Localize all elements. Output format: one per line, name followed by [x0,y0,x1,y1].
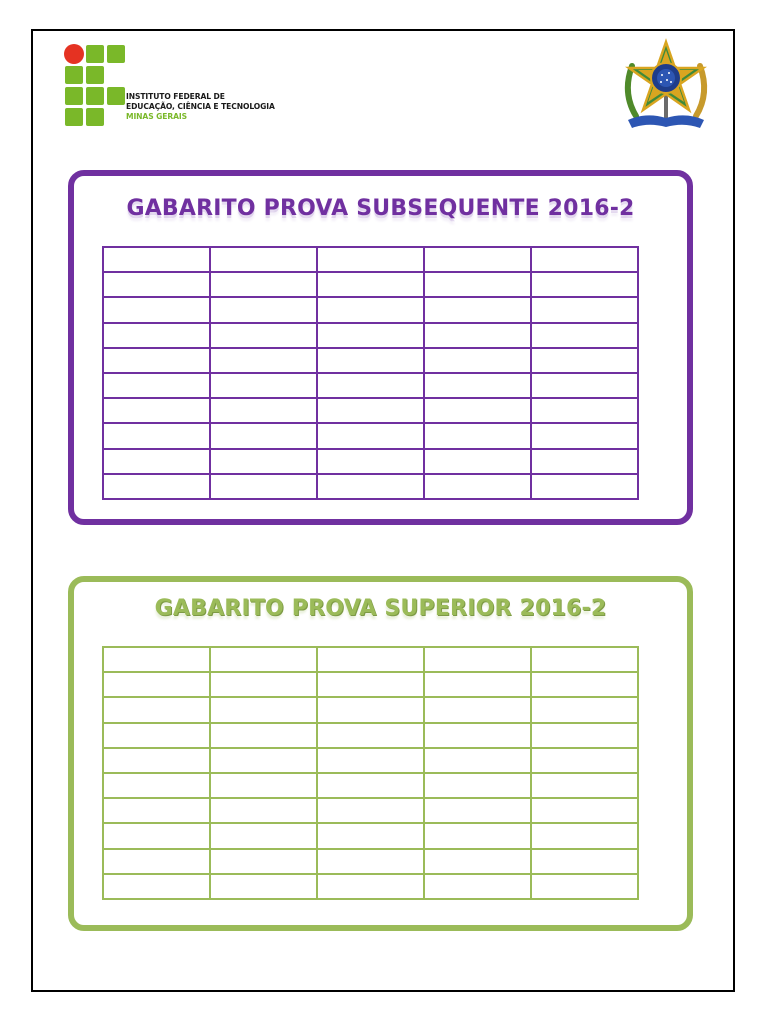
grid-cell [210,798,317,823]
grid-cell [210,272,317,297]
grid-cell [317,323,424,348]
superior-answer-grid [102,646,639,900]
grid-cell [531,697,638,722]
grid-cell [210,773,317,798]
subsequente-title: GABARITO PROVA SUBSEQUENTE 2016-2 [126,196,635,221]
institute-line-2: EDUCAÇÃO, CIÊNCIA E TECNOLOGIA [126,102,275,111]
institute-line-1: INSTITUTO FEDERAL DE [126,92,225,101]
grid-cell [210,474,317,499]
grid-cell [103,798,210,823]
grid-cell [317,798,424,823]
table-row [103,849,638,874]
grid-cell [210,874,317,899]
grid-cell [424,247,531,272]
grid-cell [210,423,317,448]
grid-cell [424,798,531,823]
if-logo [64,44,284,128]
grid-cell [317,723,424,748]
grid-cell [103,247,210,272]
grid-cell [103,449,210,474]
grid-cell [210,723,317,748]
grid-cell [103,323,210,348]
superior-title: GABARITO PROVA SUPERIOR 2016-2 [154,596,607,621]
grid-cell [424,272,531,297]
grid-cell [210,672,317,697]
table-row [103,748,638,773]
grid-cell [103,398,210,423]
grid-cell [424,748,531,773]
grid-cell [103,697,210,722]
table-row [103,272,638,297]
grid-cell [531,823,638,848]
grid-cell [531,398,638,423]
grid-cell [531,798,638,823]
table-row [103,697,638,722]
grid-cell [317,423,424,448]
grid-cell [210,823,317,848]
grid-cell [531,272,638,297]
grid-cell [317,373,424,398]
table-row [103,672,638,697]
grid-cell [210,849,317,874]
grid-cell [531,373,638,398]
grid-cell [424,723,531,748]
subsequente-answer-grid [102,246,639,500]
grid-cell [210,297,317,322]
table-row [103,297,638,322]
grid-cell [424,874,531,899]
institute-line-3: MINAS GERAIS [126,112,187,121]
grid-cell [424,373,531,398]
subsequente-answer-key-panel [68,170,693,525]
grid-cell [103,423,210,448]
table-row [103,449,638,474]
table-row [103,874,638,899]
grid-cell [531,773,638,798]
grid-cell [317,773,424,798]
grid-cell [424,323,531,348]
grid-cell [103,348,210,373]
grid-cell [317,398,424,423]
grid-cell [210,647,317,672]
grid-cell [424,697,531,722]
grid-cell [103,874,210,899]
grid-cell [210,323,317,348]
grid-cell [210,348,317,373]
grid-cell [531,672,638,697]
grid-cell [424,423,531,448]
grid-cell [531,474,638,499]
grid-cell [210,748,317,773]
grid-cell [317,247,424,272]
grid-cell [317,348,424,373]
grid-cell [317,748,424,773]
grid-cell [317,449,424,474]
grid-cell [424,398,531,423]
grid-cell [103,297,210,322]
table-row [103,823,638,848]
grid-cell [103,672,210,697]
grid-cell [103,849,210,874]
grid-cell [424,348,531,373]
if-logo-icon [64,44,128,126]
grid-cell [317,672,424,697]
brazil-coat-of-arms-icon [616,38,716,132]
grid-cell [317,474,424,499]
grid-cell [531,449,638,474]
grid-cell [210,373,317,398]
grid-cell [103,723,210,748]
grid-cell [103,272,210,297]
grid-cell [424,647,531,672]
grid-cell [210,697,317,722]
grid-cell [424,672,531,697]
grid-cell [531,423,638,448]
grid-cell [531,297,638,322]
table-row [103,723,638,748]
institute-name [126,92,275,122]
grid-cell [317,697,424,722]
grid-cell [424,449,531,474]
grid-cell [424,297,531,322]
table-row [103,247,638,272]
grid-cell [103,647,210,672]
grid-cell [103,773,210,798]
grid-cell [210,449,317,474]
grid-cell [531,247,638,272]
grid-cell [531,723,638,748]
grid-cell [317,849,424,874]
grid-cell [531,647,638,672]
grid-cell [317,823,424,848]
grid-cell [531,323,638,348]
grid-cell [424,474,531,499]
superior-answer-key-panel [68,576,693,931]
table-row [103,398,638,423]
grid-cell [103,823,210,848]
grid-cell [103,748,210,773]
grid-cell [531,849,638,874]
grid-cell [424,849,531,874]
grid-cell [317,297,424,322]
table-row [103,798,638,823]
table-row [103,773,638,798]
table-row [103,423,638,448]
grid-cell [210,398,317,423]
table-row [103,474,638,499]
grid-cell [317,874,424,899]
grid-cell [317,647,424,672]
grid-cell [103,474,210,499]
grid-cell [424,823,531,848]
grid-cell [317,272,424,297]
grid-cell [103,373,210,398]
table-row [103,323,638,348]
table-row [103,373,638,398]
grid-cell [210,247,317,272]
table-row [103,348,638,373]
grid-cell [531,748,638,773]
grid-cell [531,348,638,373]
grid-cell [424,773,531,798]
table-row [103,647,638,672]
grid-cell [531,874,638,899]
